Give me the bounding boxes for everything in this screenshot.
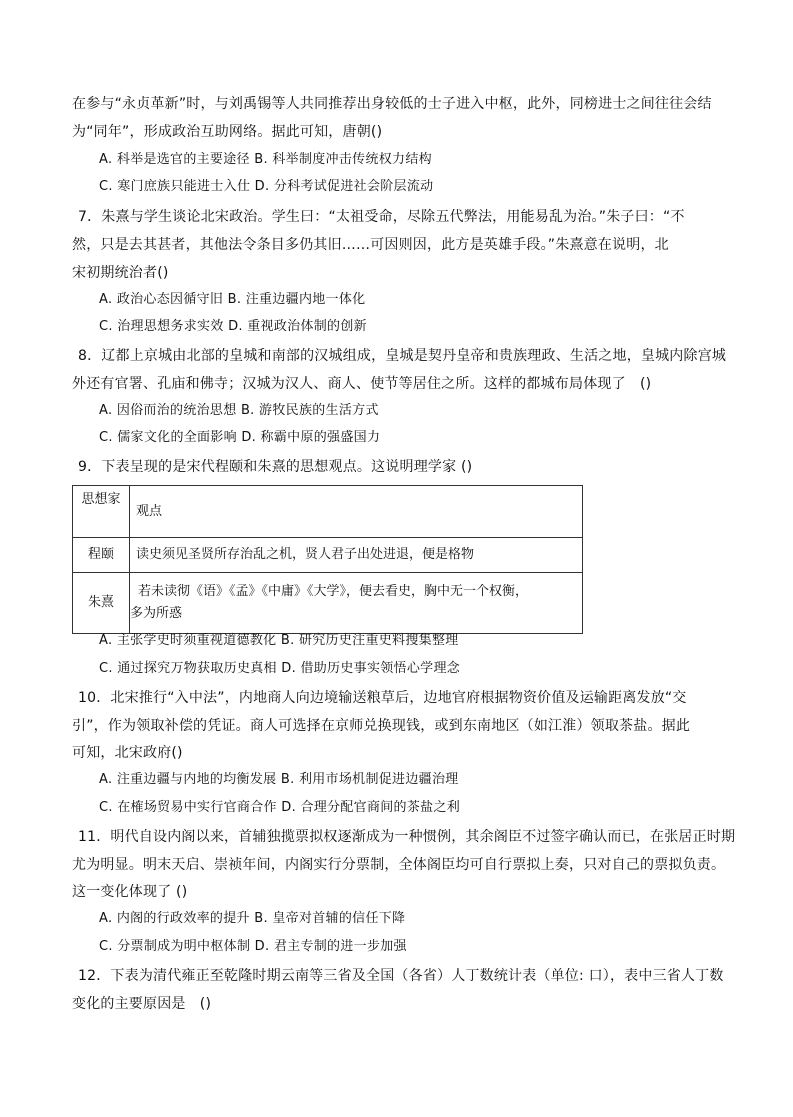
q6-stem-line-2: 为“同年”，形成政治互助网络。据此可知，唐朝() xyxy=(72,124,383,140)
q7-stem-line-2: 然，只是去其甚者，其他法令条目多仍其旧……可因则因，此方是英雄手段。”朱熹意在说明，北 xyxy=(72,237,669,253)
q11-options-ab[interactable]: A. 内阁的行政效率的提升 B. 皇帝对首辅的信任下降 xyxy=(99,911,406,926)
q7-options-cd[interactable]: C. 治理思想务求实效 D. 重视政治体制的创新 xyxy=(99,319,367,334)
table-header-view: 观点 xyxy=(130,486,583,538)
q10-stem-line-1: 10．北宋推行“入中法”，内地商人向边境输送粮草后，边地官府根据物资价值及运输距离发放“交 xyxy=(78,690,687,706)
q9-options-ab[interactable]: A. 主张学史时须重视道德教化 B. 研究历史注重史料搜集整理 xyxy=(99,633,459,648)
q10-options-cd[interactable]: C. 在榷场贸易中实行官商合作 D. 合理分配官商间的茶盐之利 xyxy=(99,800,461,815)
table-header-row xyxy=(73,486,583,538)
q9-options-cd[interactable]: C. 通过探究万物获取历史真相 D. 借助历史事实领悟心学理念 xyxy=(99,661,461,676)
q11-options-cd[interactable]: C. 分票制成为明中枢体制 D. 君主专制的进一步加强 xyxy=(99,939,407,954)
q8-stem-line-1: 8．辽都上京城由北部的皇城和南部的汉城组成，皇城是契丹皇帝和贵族理政、生活之地，皇城内除宫城 xyxy=(78,348,727,364)
q6-stem-line-1: 在参与“永贞革新”时，与刘禹锡等人共同推荐出身较低的士子进入中枢，此外，同榜进士之间往往会结 xyxy=(72,96,712,112)
q8-options-cd[interactable]: C. 儒家文化的全面影响 D. 称霸中原的强盛国力 xyxy=(99,430,381,445)
table-header-thinker: 思想家 xyxy=(73,486,130,538)
q10-options-ab[interactable]: A. 注重边疆与内地的均衡发展 B. 利用市场机制促进边疆治理 xyxy=(99,772,459,787)
q12-stem-line-1: 12．下表为清代雍正至乾隆时期云南等三省及全国（各省）人丁数统计表（单位: 口），表中三省人丁数 xyxy=(78,968,724,984)
q10-stem-line-2: 引”，作为领取补偿的凭证。商人可选择在京师兑换现钱，或到东南地区（如江淮）领取茶盐。据此 xyxy=(72,718,691,734)
q12-stem-line-2: 变化的主要原因是 () xyxy=(72,996,212,1012)
q11-stem-line-2: 尤为明显。明末天启、崇祯年间，内阁实行分票制，全体阁臣均可自行票拟上奏，只对自己的票拟负责。 xyxy=(72,857,726,873)
q8-stem-line-2: 外还有官署、孔庙和佛寺；汉城为汉人、商人、使节等居住之所。这样的都城布局体现了 () xyxy=(72,376,652,392)
q7-stem-line-1: 7．朱熹与学生谈论北宋政治。学生曰：“太祖受命，尽除五代弊法，用能易乱为治。”朱子曰：“不 xyxy=(78,209,685,225)
table-cell-view xyxy=(130,573,583,634)
thinkers-table xyxy=(72,485,583,634)
q11-stem-line-1: 11．明代自设内阁以来，首辅独揽票拟权逐渐成为一种惯例，其余阁臣不过签字确认而已，在张居正时期 xyxy=(78,829,736,845)
q6-options-ab[interactable]: A. 科举是选官的主要途径 B. 科举制度冲击传统权力结构 xyxy=(99,152,432,167)
table-cell-view-line-1: 若未读彻《语》《孟》《中庸》《大学》，便去看史，胸中无一个权衡， xyxy=(138,584,529,599)
q10-stem-line-3: 可知，北宋政府() xyxy=(72,745,183,761)
table-row xyxy=(73,538,583,573)
table-cell-thinker: 朱熹 xyxy=(73,573,130,634)
table-row xyxy=(73,573,583,634)
q9-stem-line-1: 9．下表呈现的是宋代程颐和朱熹的思想观点。这说明理学家 () xyxy=(78,459,473,475)
table-cell-view-line-2: 多为所惑 xyxy=(130,606,183,621)
table-cell-thinker: 程颐 xyxy=(73,538,130,573)
q7-options-ab[interactable]: A. 政治心态因循守旧 B. 注重边疆内地一体化 xyxy=(99,292,366,307)
q11-stem-line-3: 这一变化体现了 () xyxy=(72,884,188,900)
table-cell-view: 读史须见圣贤所存治乱之机，贤人君子出处进退，便是格物 xyxy=(130,538,583,573)
q7-stem-line-3: 宋初期统治者() xyxy=(72,265,169,281)
q6-options-cd[interactable]: C. 寒门庶族只能进士入仕 D. 分科考试促进社会阶层流动 xyxy=(99,179,434,194)
q8-options-ab[interactable]: A. 因俗而治的统治思想 B. 游牧民族的生活方式 xyxy=(99,403,379,418)
